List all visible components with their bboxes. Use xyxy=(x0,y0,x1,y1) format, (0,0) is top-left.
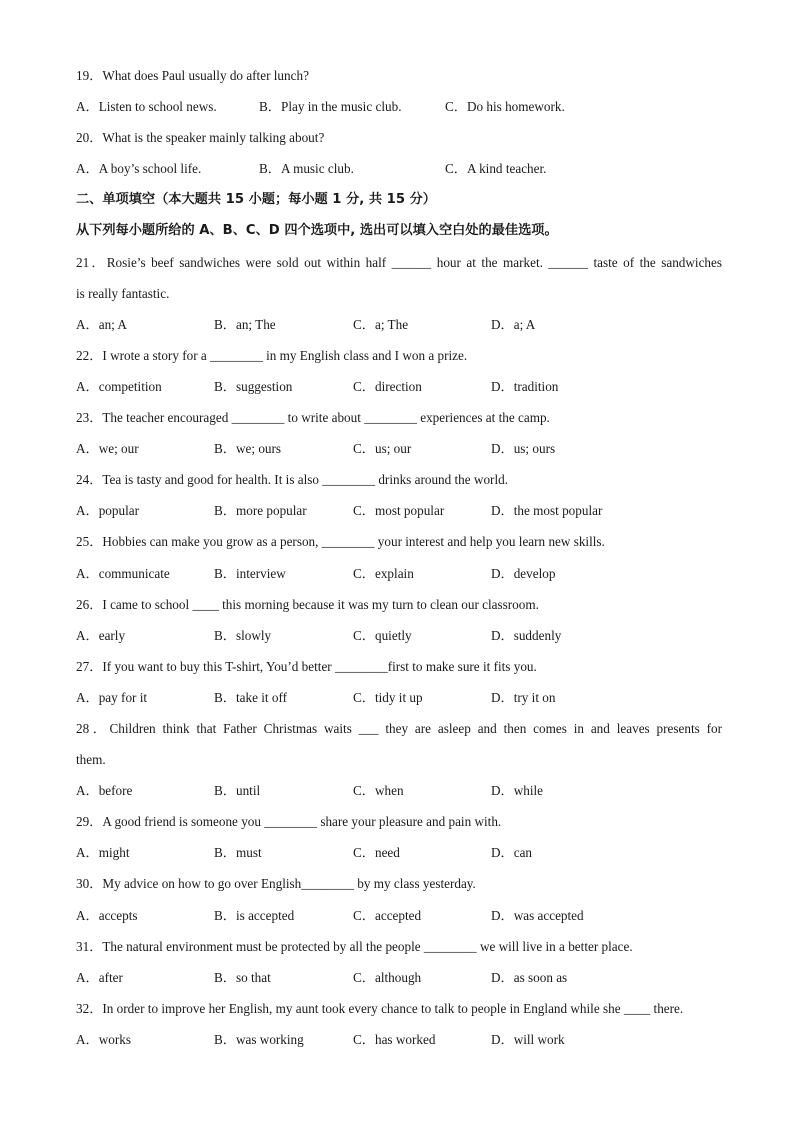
question-24-options xyxy=(76,495,722,526)
question-25: 25．Hobbies can make you grow as a person, ________ your interest and help you learn new skills. xyxy=(76,534,605,550)
option-d: D．us; ours xyxy=(491,441,556,457)
question-25-options xyxy=(76,558,722,589)
question-32: 32．In order to improve her English, my aunt took every chance to talk to people in England while she ____ there. xyxy=(76,1000,684,1016)
option-d: D．will work xyxy=(491,1031,565,1047)
option-d: D．the most popular xyxy=(491,503,603,519)
question-30-options xyxy=(76,900,722,931)
option-d: D．was accepted xyxy=(491,907,584,923)
option-c: C．tidy it up xyxy=(353,689,423,705)
option-b: B．suggestion xyxy=(214,378,293,394)
option-b: B．interview xyxy=(214,565,286,581)
option-c: C．has worked xyxy=(353,1031,436,1047)
option-a: A．communicate xyxy=(76,565,170,581)
option-c: C．Do his homework. xyxy=(445,99,565,115)
option-a: A．A boy’s school life. xyxy=(76,161,202,177)
option-c: C．most popular xyxy=(353,503,445,519)
question-28-options xyxy=(76,775,722,806)
question-27: 27．If you want to buy this T-shirt, You’d better ________first to make sure it fits you. xyxy=(76,658,537,674)
question-23: 23．The teacher encouraged ________ to write about ________ experiences at the camp. xyxy=(76,410,550,426)
option-c: C．A kind teacher. xyxy=(445,161,547,177)
option-a: A．Listen to school news. xyxy=(76,99,217,115)
option-a: A．we; our xyxy=(76,441,139,457)
option-b: B．take it off xyxy=(214,689,288,705)
option-a: A．after xyxy=(76,969,123,985)
question-31-options xyxy=(76,962,722,993)
question-24: 24．Tea is tasty and good for health. It is also ________ drinks around the world. xyxy=(76,472,508,488)
option-d: D．a; A xyxy=(491,316,536,332)
option-d: D．suddenly xyxy=(491,627,562,643)
option-b: B．must xyxy=(214,845,262,861)
option-a: A．pay for it xyxy=(76,689,148,705)
option-d: D．while xyxy=(491,783,544,799)
option-a: A．works xyxy=(76,1031,131,1047)
question-21-line-1: 21．Rosie’s beef sandwiches were sold out within half ______ hour at the market. ______ taste of the sandwiches xyxy=(76,254,722,270)
option-c: C．a; The xyxy=(353,316,409,332)
exam-page xyxy=(76,60,722,1055)
option-b: B．more popular xyxy=(214,503,307,519)
question-30: 30．My advice on how to go over English________ by my class yesterday. xyxy=(76,876,476,892)
question-21-line-2: is really fantastic. xyxy=(76,285,170,301)
question-28-line-2: them. xyxy=(76,752,106,768)
option-b: B．slowly xyxy=(214,627,272,643)
option-a: A．competition xyxy=(76,378,162,394)
question-19: 19．What does Paul usually do after lunch? xyxy=(76,68,309,83)
option-a: A．accepts xyxy=(76,907,138,923)
option-b: B．Play in the music club. xyxy=(259,99,402,115)
question-19-options xyxy=(76,91,722,122)
question-27-options xyxy=(76,682,722,713)
option-c: C．need xyxy=(353,845,400,861)
question-20-options xyxy=(76,153,722,184)
option-c: C．although xyxy=(353,969,422,985)
question-26-options xyxy=(76,620,722,651)
option-a: A．popular xyxy=(76,503,139,519)
question-31: 31．The natural environment must be protected by all the people ________ we will live in a better place. xyxy=(76,938,633,954)
question-23-options xyxy=(76,433,722,464)
option-b: B．is accepted xyxy=(214,907,295,923)
option-d: D．develop xyxy=(491,565,556,581)
question-20: 20．What is the speaker mainly talking about? xyxy=(76,130,325,146)
option-c: C．when xyxy=(353,783,404,799)
option-b: B．until xyxy=(214,783,261,799)
option-c: C．us; our xyxy=(353,441,412,457)
question-22-options xyxy=(76,371,722,402)
option-b: B．so that xyxy=(214,969,271,985)
option-b: B．A music club. xyxy=(259,161,354,177)
option-c: C．accepted xyxy=(353,907,422,923)
option-b: B．was working xyxy=(214,1031,304,1047)
option-b: B．an; The xyxy=(214,316,276,332)
question-29: 29．A good friend is someone you ________ share your pleasure and pain with. xyxy=(76,814,502,830)
question-26: 26．I came to school ____ this morning because it was my turn to clean our classroom. xyxy=(76,596,539,612)
question-22: 22．I wrote a story for a ________ in my English class and I won a prize. xyxy=(76,347,468,363)
option-a: A．might xyxy=(76,845,130,861)
option-c: C．direction xyxy=(353,378,422,394)
question-32-options xyxy=(76,1024,722,1055)
section-instruction: 从下列每小题所给的 A、B、C、D 四个选项中, 选出可以填入空白处的最佳选项。 xyxy=(76,223,558,239)
option-d: D．tradition xyxy=(491,378,559,394)
option-a: A．an; A xyxy=(76,316,127,332)
question-21-options xyxy=(76,309,722,340)
question-29-options xyxy=(76,837,722,868)
option-b: B．we; ours xyxy=(214,441,282,457)
option-c: C．quietly xyxy=(353,627,412,643)
option-a: A．before xyxy=(76,783,133,799)
question-28-line-1: 28．Children think that Father Christmas waits ___ they are asleep and then comes in and leaves presents for xyxy=(76,720,722,736)
option-a: A．early xyxy=(76,627,126,643)
option-d: D．can xyxy=(491,845,533,861)
option-d: D．try it on xyxy=(491,689,556,705)
option-d: D．as soon as xyxy=(491,969,568,985)
section-title: 二、单项填空（本大题共 15 小题；每小题 1 分, 共 15 分） xyxy=(76,192,436,208)
option-c: C．explain xyxy=(353,565,414,581)
